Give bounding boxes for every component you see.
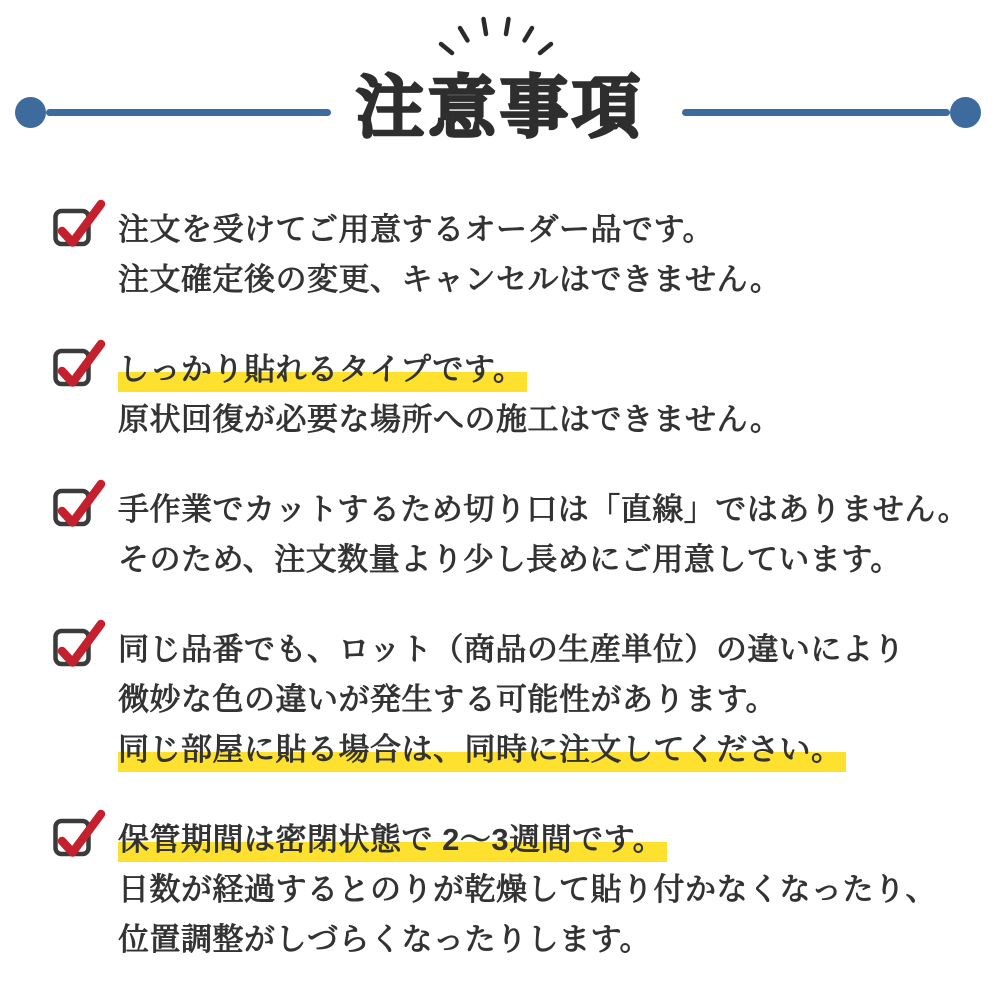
note-text (118, 345, 970, 445)
note-line (118, 725, 970, 775)
note-line-text: 微妙な色の違いが発生する可能性があります。 (118, 682, 778, 717)
highlighted-text: 同じ部屋に貼る場合は、同時に注文してください。 (118, 732, 846, 772)
note-line (118, 205, 970, 255)
note-line (118, 915, 970, 965)
note-line (118, 395, 970, 445)
checkbox-checked-icon (46, 337, 108, 393)
note-line (118, 625, 970, 675)
note-line-text: 位置調整がしづらくなったりします。 (118, 922, 652, 957)
note-line-text: そのため、注文数量より少し長めにご用意しています。 (118, 542, 902, 577)
note-line (118, 815, 970, 865)
note-item (46, 485, 970, 585)
note-item (46, 815, 970, 965)
checkbox-checked-icon (46, 477, 108, 533)
note-line (118, 675, 970, 725)
checkbox-checked-icon (46, 617, 108, 673)
note-line-text: 注文を受けてご用意するオーダー品です。 (118, 212, 715, 247)
note-line (118, 535, 970, 585)
title-divider-right (682, 97, 981, 128)
note-item (46, 205, 970, 305)
note-text (118, 625, 970, 775)
note-line (118, 865, 970, 915)
note-line (118, 255, 970, 305)
note-line-text: 日数が経過するとのりが乾燥して貼り付かなくなったり、 (118, 872, 937, 907)
note-line-text: 注文確定後の変更、キャンセルはできません。 (118, 262, 782, 297)
note-text (118, 205, 970, 305)
highlighted-text: 保管期間は密閉状態で 2～3週間です。 (118, 822, 667, 862)
note-line (118, 345, 970, 395)
note-line-text: 原状回復が必要な場所への施工はできません。 (118, 402, 782, 437)
note-item (46, 345, 970, 445)
checkbox-checked-icon (46, 807, 108, 863)
note-line (118, 485, 970, 535)
note-text (118, 815, 970, 965)
note-item (46, 625, 970, 775)
divider-line-right (682, 109, 950, 116)
header (0, 0, 1000, 205)
page-title: 注意事項 (355, 70, 644, 146)
highlighted-text: しっかり貼れるタイプです。 (118, 352, 527, 392)
checkbox-checked-icon (46, 197, 108, 253)
note-text (118, 485, 970, 585)
note-line-text: 手作業でカットするため切り口は「直線」ではありません。 (118, 492, 970, 527)
note-line-text: 同じ品番でも、ロット（商品の生産単位）の違いにより (118, 632, 905, 667)
divider-dot-right (950, 97, 981, 128)
emphasis-rays-icon (430, 8, 562, 64)
notes-checklist (0, 205, 1000, 965)
